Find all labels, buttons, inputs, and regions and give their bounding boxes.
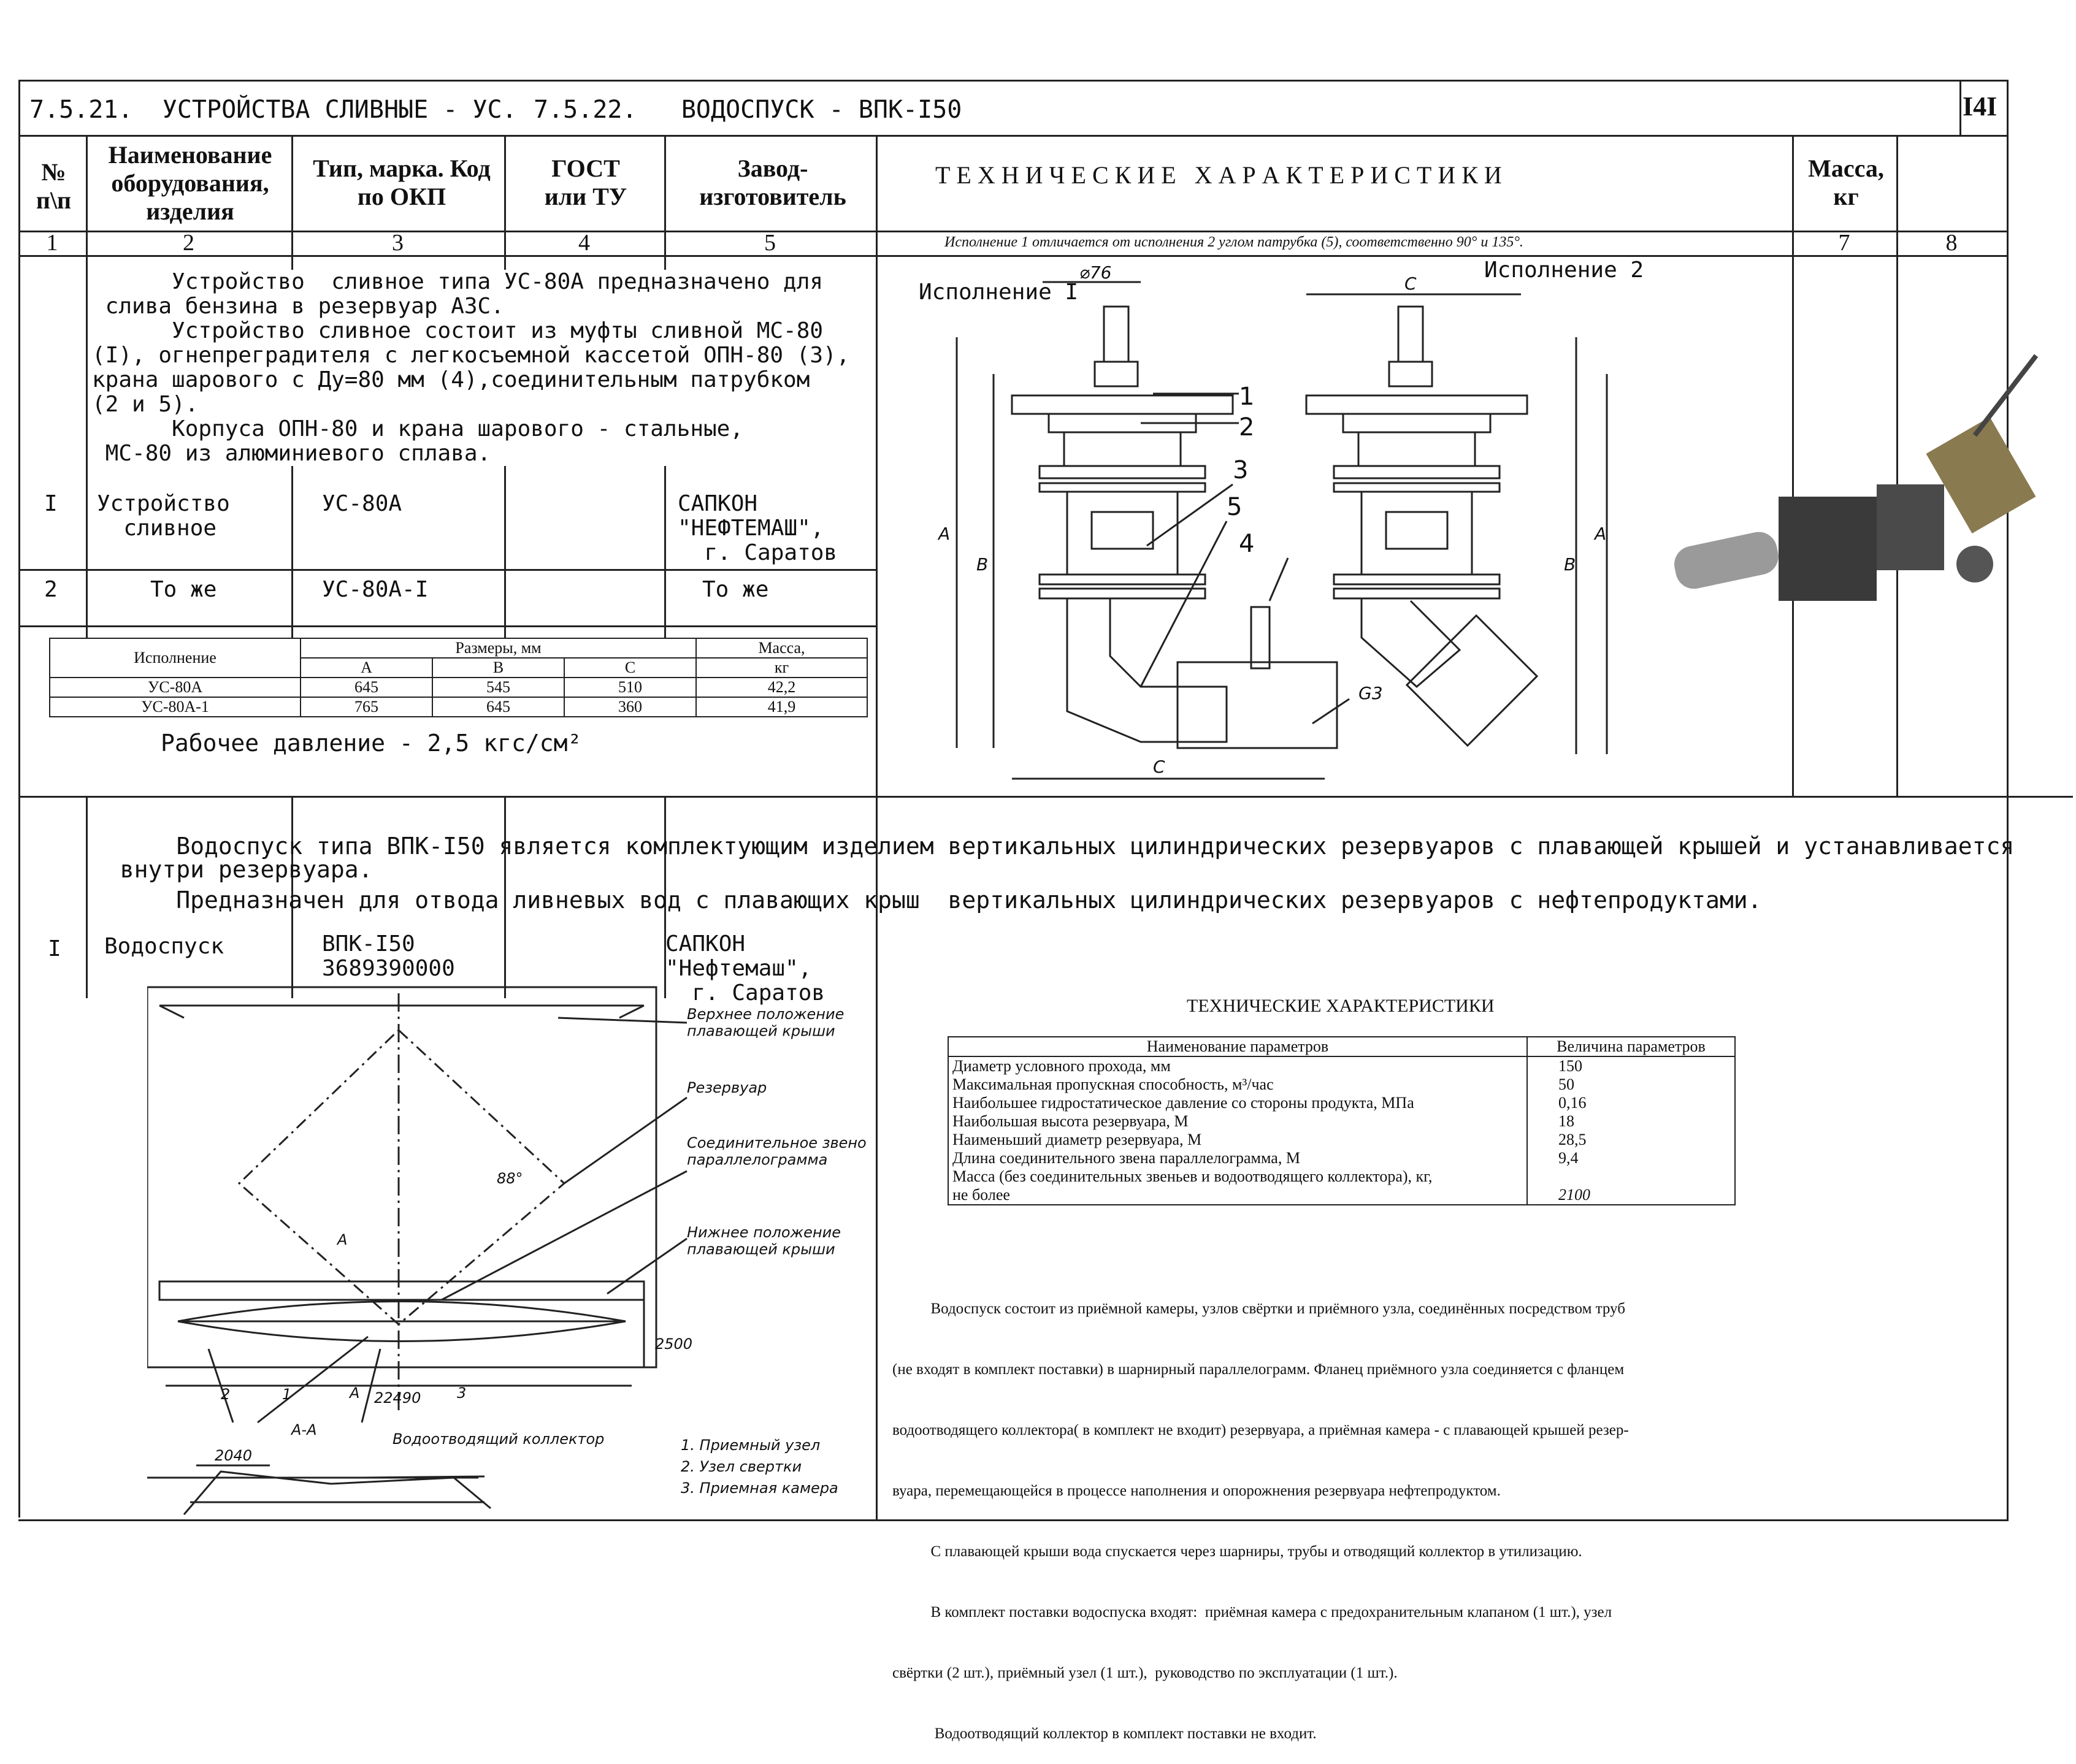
isp2-label: Исполнение 2 [1484, 258, 1644, 283]
dimensions-table [49, 638, 868, 717]
dim-a2-label: A [1595, 524, 1607, 544]
row1-name: Устройство сливное [97, 491, 230, 541]
col-header-specs: Т Е Х Н И Ч Е С К И Е Х А Р А К Т Е Р И С Т И К И [935, 161, 1502, 189]
spec-param: Наибольшее гидростатическое давление со стороны продукта, МПа [948, 1094, 1527, 1112]
spec-value: 2100 [1527, 1186, 1735, 1205]
d76-label: ⌀76 [1079, 262, 1112, 283]
product-photo [1656, 343, 2048, 650]
para-line: водоотводящего коллектора( в комплект не входит) резервуара, а приёмная камера - с плавающей крышей резер- [892, 1422, 1629, 1438]
spec-value: 50 [1527, 1075, 1735, 1094]
row2-bottom [18, 625, 876, 627]
callout-n2: 2 [221, 1386, 231, 1403]
dims-cell: 645 [301, 678, 432, 697]
col-num-5: 5 [764, 230, 776, 256]
col-num-7: 7 [1838, 230, 1850, 256]
para-line: С плавающей крыши вода спускается через шарниры, трубы и отводящий коллектор в утилизацию. [892, 1543, 1582, 1560]
para-line: свёртки (2 шт.), приёмный узел (1 шт.), руководство по эксплуатации (1 шт.). [892, 1665, 1398, 1681]
header-bottom [18, 135, 2009, 137]
label-low-roof: Нижнее положение плавающей крыши [687, 1224, 841, 1258]
desc-line: слива бензина в резервуар АЗС. [92, 294, 504, 319]
row1-maker: САПКОН "НЕФТЕМАШ", г. Саратов [678, 491, 838, 565]
label-a: A [337, 1231, 348, 1248]
spec-param: Длина соединительного звена параллелограмма, М [948, 1149, 1527, 1167]
col-header-mass: Масса, кг [1808, 155, 1884, 210]
col-num-4: 4 [578, 230, 590, 256]
dims-cell: 510 [564, 678, 696, 697]
col-header-maker: Завод-изготовитель [699, 155, 846, 210]
label-angle: 88° [497, 1170, 523, 1187]
label-aa: A-A [291, 1421, 317, 1438]
lower-frame-right [2007, 796, 2009, 1519]
us-description [92, 270, 874, 466]
dims-cell: 41,9 [696, 697, 867, 717]
label-tank: Резервуар [687, 1079, 767, 1096]
dims-h-c: С [564, 658, 696, 678]
spec-value: 150 [1527, 1056, 1735, 1075]
callout-4: 4 [1239, 530, 1255, 558]
label-2500: 2500 [655, 1335, 693, 1353]
label-a2: A [350, 1384, 360, 1402]
spec-value: 18 [1527, 1112, 1735, 1131]
label-2040: 2040 [215, 1447, 253, 1464]
vpk-row-name: Водоспуск [104, 934, 224, 959]
dim-c2-label: C [1404, 273, 1417, 294]
callout-n1: 1 [282, 1386, 292, 1403]
legend-2: 2. Узел свертки [681, 1458, 802, 1475]
col-num-8: 8 [1945, 230, 1958, 256]
dim-b-label: B [976, 554, 989, 575]
specs-h-param: Наименование параметров [948, 1037, 1527, 1056]
callout-5: 5 [1227, 493, 1243, 521]
spec-value: 28,5 [1527, 1131, 1735, 1149]
dims-cell: УС-80А-1 [50, 697, 301, 717]
spec-value: 0,16 [1527, 1094, 1735, 1112]
vpk-drawing [147, 981, 877, 1521]
isp1-label: Исполнение I [919, 280, 1079, 305]
row2-maker: То же [702, 577, 769, 602]
col-sep-num [86, 135, 88, 638]
callout-2: 2 [1239, 413, 1255, 441]
col-num-1: 1 [46, 230, 58, 256]
dims-cell: 42,2 [696, 678, 867, 697]
row2-num: 2 [44, 577, 58, 602]
section-title-vpk: 7.5.22. ВОДОСПУСК - ВПК-I50 [534, 96, 962, 124]
spec-value: 9,4 [1527, 1149, 1735, 1167]
para-line: (не входят в комплект поставки) в шарнирный параллелограмм. Фланец приёмного узла соединяется с фланцем [892, 1361, 1625, 1378]
dims-cell: 645 [432, 697, 564, 717]
row2-type: УС-80А-I [322, 577, 429, 602]
spec-param: Наибольшая высота резервуара, М [948, 1112, 1527, 1131]
desc-line: МС-80 из алюминиевого сплава. [92, 441, 491, 466]
desc-line: Корпуса ОПН-80 и крана шарового - стальные, [92, 416, 744, 441]
working-pressure: Рабочее давление - 2,5 кгс/см² [161, 730, 582, 757]
dims-h-mass: Масса, [696, 638, 867, 658]
spec-param: не более [948, 1186, 1527, 1205]
dims-h-kg: кг [696, 658, 867, 678]
spec-param: Диаметр условного прохода, мм [948, 1056, 1527, 1075]
col-header-gost: ГОСТ или ТУ [544, 155, 627, 210]
col-header-num: № п\п [36, 158, 72, 214]
desc-line: крана шарового с Ду=80 мм (4),соединительным патрубком [92, 367, 810, 392]
col-sep-8 [1959, 80, 1961, 135]
vpk-paragraph [892, 1258, 1629, 1764]
callout-n3: 3 [457, 1384, 467, 1402]
row1-type: УС-80А [322, 491, 402, 516]
vpk-row-maker: САПКОН "Нефтемаш", г. Саратов [665, 931, 825, 1006]
legend-1: 1. Приемный узел [681, 1437, 821, 1454]
col-num-3: 3 [392, 230, 404, 256]
dim-a-label: A [938, 524, 951, 544]
label-top-roof: Верхнее положение плавающей крыши [687, 1006, 845, 1040]
dims-h-isp: Исполнение [50, 638, 301, 678]
vpk-specs-title: ТЕХНИЧЕСКИЕ ХАРАКТЕРИСТИКИ [1187, 996, 1495, 1016]
vpk-row-num: I [48, 936, 61, 961]
vpk-line1: Водоспуск типа ВПК-I50 является комплектующим изделием вертикальных цилиндрических резервуаров с плавающей крышей и устанавливается [92, 833, 2015, 860]
label-link: Соединительное звено параллелограмма [687, 1134, 867, 1169]
dims-cell: 360 [564, 697, 696, 717]
col-header-type: Тип, марка. Код по ОКП [313, 155, 491, 210]
dims-h-b: В [432, 658, 564, 678]
frame-left [18, 80, 20, 1518]
label-collector: Водоотводящий коллектор [393, 1430, 605, 1448]
desc-line: Устройство сливное типа УС-80А предназначено для [92, 269, 824, 294]
row1-num: I [44, 491, 58, 516]
specs-h-value: Величина параметров [1527, 1037, 1735, 1056]
dims-cell: УС-80А [50, 678, 301, 697]
row2-name: То же [150, 577, 217, 602]
para-line: В комплект поставки водоспуска входят: приёмная камера с предохранительным клапаном (1 шт.), узел [892, 1604, 1612, 1621]
desc-line: (2 и 5). [92, 392, 199, 417]
vpk-row-type: ВПК-I50 3689390000 [322, 931, 455, 981]
lower-col-sep-num [86, 796, 88, 998]
spec-param: Максимальная пропускная способность, м³/час [948, 1075, 1527, 1094]
dims-h-a: А [301, 658, 432, 678]
label-22490: 22490 [374, 1389, 421, 1407]
spec-param: Масса (без соединительных звеньев и водоотводящего коллектора), кг, [948, 1167, 1527, 1186]
variant-note: Исполнение 1 отличается от исполнения 2 углом патрубка (5), соответственно 90° и 135°. [944, 234, 1523, 250]
vpk-line2: внутри резервуара. [92, 856, 373, 883]
legend-3: 3. Приемная камера [681, 1480, 838, 1497]
dim-c-label: C [1153, 757, 1165, 777]
callout-1: 1 [1239, 383, 1255, 411]
spec-param: Наименьший диаметр резервуара, М [948, 1131, 1527, 1149]
col-num-2: 2 [183, 230, 194, 256]
vpk-line3: Предназначен для отвода ливневых вод с плавающих крыш вертикальных цилиндрических резервуаров с нефтепродуктами. [92, 887, 1762, 914]
page-number: I4I [1963, 91, 1997, 121]
g3-label: G3 [1358, 683, 1383, 703]
para-line: вуара, перемещающейся в процессе наполнения и опорожнения резервуара нефтепродуктом. [892, 1483, 1501, 1499]
spec-value [1527, 1167, 1735, 1186]
callout-3: 3 [1233, 456, 1249, 484]
us-assembly-drawing [908, 258, 1668, 797]
dim-b2-label: B [1564, 554, 1576, 575]
col-header-name: Наименование оборудования, изделия [108, 141, 272, 225]
row1-bottom [18, 569, 876, 571]
section-title-us: 7.5.21. УСТРОЙСТВА СЛИВНЫЕ - УС. [29, 96, 517, 124]
dims-h-sizes: Размеры, мм [301, 638, 696, 658]
para-line: Водоотводящий коллектор в комплект поставки не входит. [892, 1725, 1317, 1742]
dims-cell: 765 [301, 697, 432, 717]
desc-line: (I), огнепреградителя с легкосъемной кассетой ОПН-80 (3), [92, 343, 850, 368]
desc-line: Устройство сливное состоит из муфты сливной МС-80 [92, 318, 824, 343]
para-line: Водоспуск состоит из приёмной камеры, узлов свёртки и приёмного узла, соединённых посредством труб [892, 1300, 1625, 1317]
frame-top [18, 80, 2009, 82]
vpk-specs-table [948, 1036, 1736, 1205]
dims-cell: 545 [432, 678, 564, 697]
